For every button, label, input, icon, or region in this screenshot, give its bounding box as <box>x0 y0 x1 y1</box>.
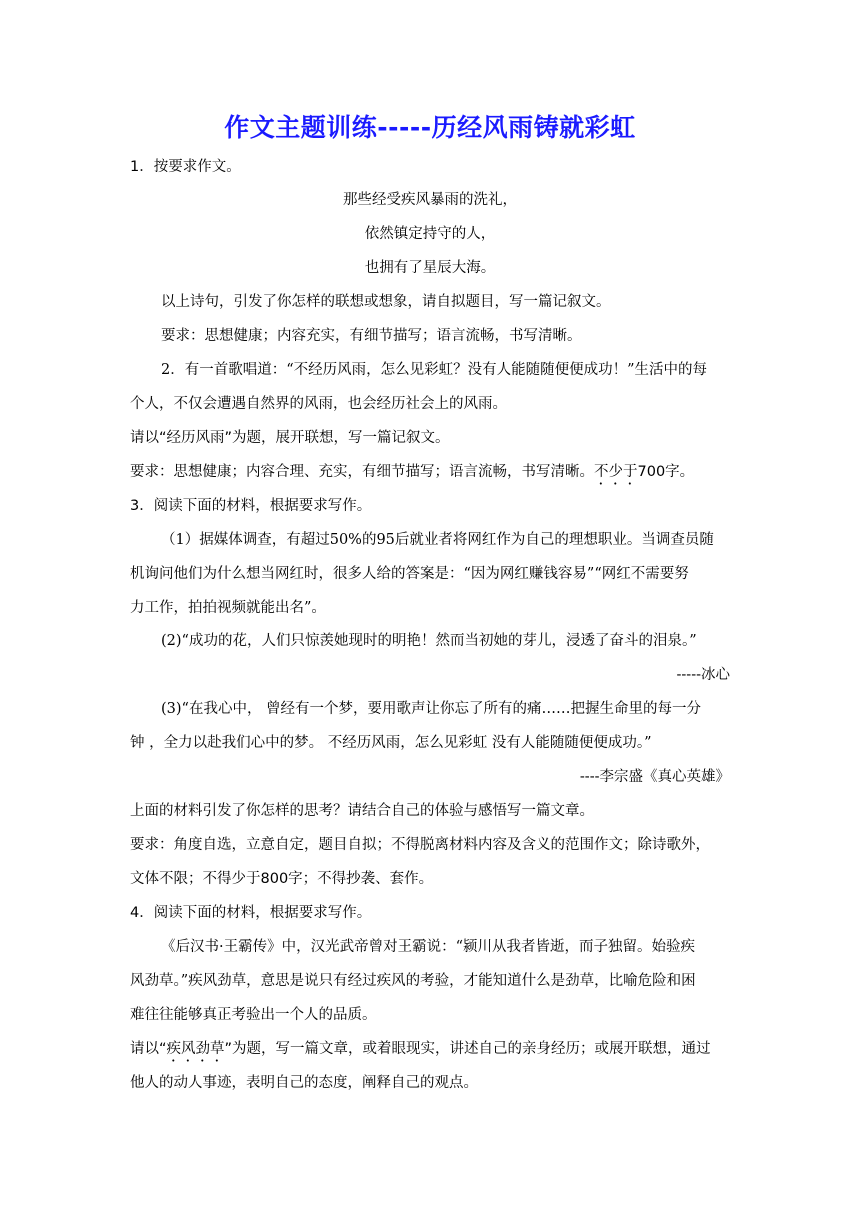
q1-poem-line-3: 也拥有了星辰大海。 <box>364 260 496 276</box>
q4-prompt-rest: ”为题，写一篇文章，或着眼现实，讲述自己的亲身经历；或展开联想，通过 <box>224 1041 711 1057</box>
q2-requirements-text: 要求：思想健康；内容合理、充实，有细节描写；语言流畅，书写清晰。 <box>130 464 594 480</box>
q1-heading: 1．按要求作文。 <box>130 159 241 175</box>
q4-title-emphasis: 疾风劲草 <box>166 1041 225 1057</box>
q1-prompt: 以上诗句，引发了你怎样的联想或想象，请自拟题目，写一篇记叙文。 <box>161 294 611 310</box>
q2-line-2: 个人，不仅会遭遇自然界的风雨，也会经历社会上的风雨。 <box>130 396 507 412</box>
q3-material-3-line-2: 钟 ，全力以赴我们心中的梦。 不经历风雨，怎么见彩虹 没有人能随随便便成功。” <box>130 735 652 751</box>
q3-material-2-source: -----冰心 <box>676 667 730 683</box>
q1-poem-line-2: 依然镇定持守的人， <box>364 226 496 242</box>
q4-material-line-3: 难往往能够真正考验出一个人的品质。 <box>130 1007 377 1023</box>
q3-material-2: (2)“成功的花，人们只惊羡她现时的明艳！然而当初她的芽儿，浸透了奋斗的泪泉。” <box>161 633 697 649</box>
q3-requirements-line-2: 文体不限；不得少于800字；不得抄袭、套作。 <box>130 871 434 887</box>
q1-requirements: 要求：思想健康；内容充实，有细节描写；语言流畅，书写清晰。 <box>161 328 582 344</box>
q2-prompt: 请以“经历风雨”为题，展开联想，写一篇记叙文。 <box>130 430 450 446</box>
q3-prompt: 上面的材料引发了你怎样的思考？请结合自己的体验与感悟写一篇文章。 <box>130 803 594 819</box>
q3-material-1-line-2: 机询问他们为什么想当网红时，很多人给的答案是：“因为网红赚钱容易”“网红不需要努 <box>130 566 689 582</box>
q3-material-3-source: ----李宗盛《真心英雄》 <box>579 769 730 785</box>
q4-prompt-line-2: 他人的动人事迹，表明自己的态度，阐释自己的观点。 <box>130 1075 478 1091</box>
q3-material-3-line-1: (3)“在我心中， 曾经有一个梦，要用歌声让你忘了所有的痛……把握生命里的每一分 <box>161 701 702 717</box>
q2-word-count: 700字。 <box>637 464 695 480</box>
q4-material-line-2: 风劲草。”疾风劲草，意思是说只有经过疾风的考验，才能知道什么是劲草，比喻危险和困 <box>130 973 696 989</box>
q2-line-1: 2．有一首歌唱道：“不经历风雨，怎么见彩虹？没有人能随随便便成功！”生活中的每 <box>161 362 708 378</box>
q4-material-line-1: 《后汉书·王霸传》中，汉光武帝曾对王霸说：“颍川从我者皆逝，而子独留。始验疾 <box>161 939 696 955</box>
q3-material-1-line-3: 力工作，拍拍视频就能出名”。 <box>130 600 326 616</box>
q3-material-1-line-1: （1）据媒体调查，有超过50%的95后就业者将网红作为自己的理想职业。当调查员随 <box>161 532 714 548</box>
q4-heading: 4．阅读下面的材料，根据要求写作。 <box>130 905 372 921</box>
page-title: 作文主题训练-----历经风雨铸就彩虹 <box>224 113 636 142</box>
q4-prompt-line-1 <box>130 1037 730 1065</box>
q2-requirements <box>130 460 730 488</box>
q3-requirements-line-1: 要求：角度自选，立意自定，题目自拟；不得脱离材料内容及含义的范围作文；除诗歌外， <box>130 837 710 853</box>
q1-poem-line-1: 那些经受疾风暴雨的洗礼， <box>343 192 517 208</box>
q3-heading: 3．阅读下面的材料，根据要求写作。 <box>130 498 372 514</box>
q2-emphasis-text: 不少于 <box>594 464 638 480</box>
q4-prompt-start: 请以“ <box>130 1041 167 1057</box>
